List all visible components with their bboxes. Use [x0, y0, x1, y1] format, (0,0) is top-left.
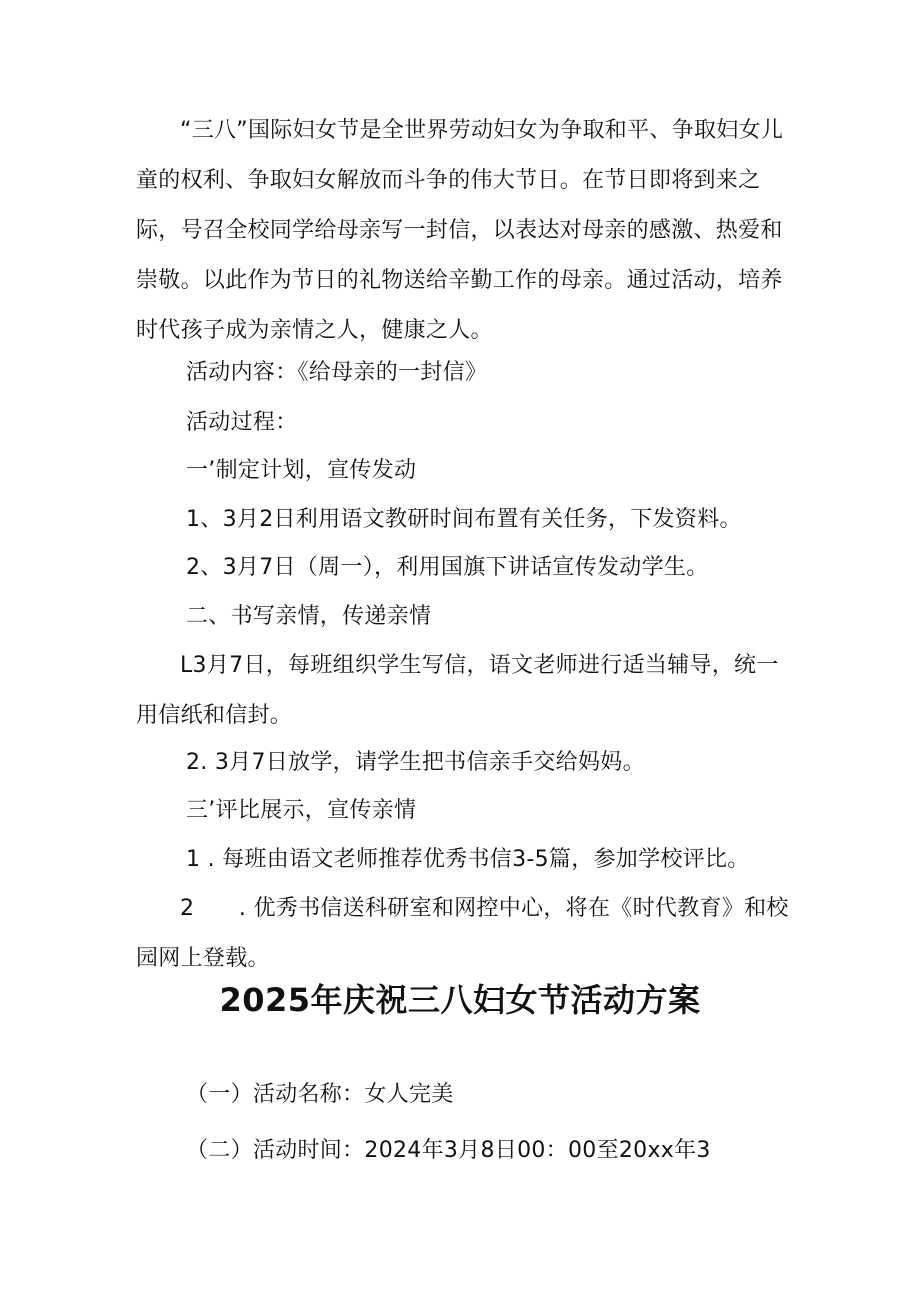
section3-item1: 1 . 每班由语文老师推荐优秀书信3-5篇，参加学校评比。: [186, 847, 750, 872]
plan-item-time: （二）活动时间：2024年3月8日00：00至20xx年3: [186, 1138, 711, 1163]
activity-content-line: 活动内容：《给母亲的一封信》: [186, 360, 488, 385]
section2-heading: 二、书写亲情，传递亲情: [186, 604, 432, 629]
intro-paragraph: “三八”国际妇女节是全世界劳动妇女为争取和平、争取妇女儿童的权利、争取妇女解放而斗争的伟大节日。在节日即将到来之际，号召全校同学给母亲写一封信，以表达对母亲的感激、热爱和崇敬。以此作为节日的礼物送给辛勤工作的母亲。通过活动，培养时代孩子成为亲情之人，健康之人。: [136, 118, 784, 343]
plan-title: 2025年庆祝三八妇女节活动方案: [219, 981, 701, 1019]
section2-item1: L3月7日，每班组织学生写信，语文老师进行适当辅导，统一用信纸和信封。: [136, 653, 779, 728]
section2-item2: 2. 3月7日放学，请学生把书信亲手交给妈妈。: [186, 750, 645, 775]
activity-process-heading: 活动过程：: [186, 410, 298, 435]
section3-item2: 2 . 优秀书信送科研室和网控中心，将在《时代教育》和校园网上登载。: [136, 896, 789, 971]
section1-item1: 1、3月2日利用语文教研时间布置有关任务，下发资料。: [186, 507, 742, 532]
section1-item2: 2、3月7日（周一），利用国旗下讲话宣传发动学生。: [186, 555, 709, 580]
section1-heading: 一’制定计划，宣传发动: [186, 458, 417, 483]
plan-item-name: （一）活动名称：女人完美: [186, 1082, 454, 1107]
section3-heading: 三’评比展示，宣传亲情: [186, 798, 417, 823]
